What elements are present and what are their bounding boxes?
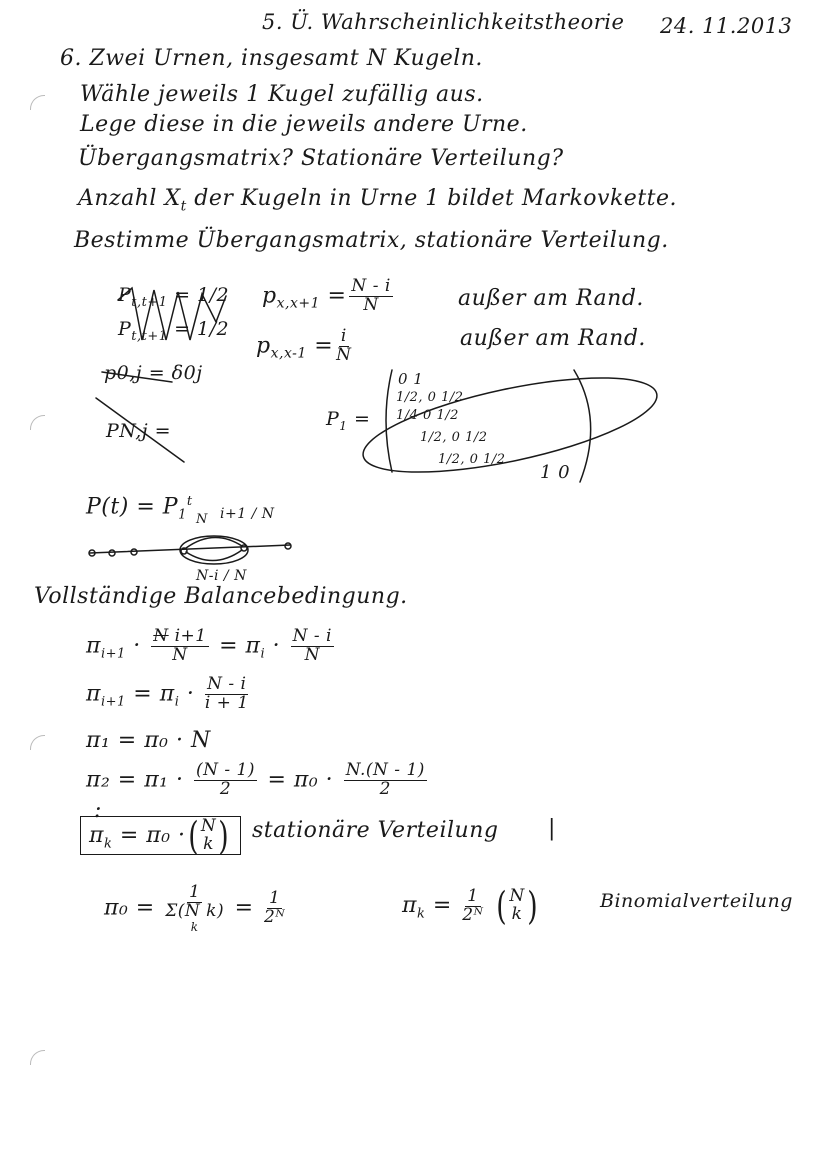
matrix-row-3: 1/4 0 1/2 (396, 408, 459, 423)
matrix-row-4: 1/2, 0 1/2 (420, 430, 488, 445)
problem-line-3: Lege diese in die jeweils andere Urne. (80, 112, 528, 137)
matrix-row-5: 1/2, 0 1/2 (438, 452, 506, 467)
pi0-formula: π₀ = 1 Σ(N k) k = $\frac{1}{\text{2ᴺ}}$ (104, 882, 286, 934)
stray-mark: | (548, 816, 556, 841)
chain-top-label: i+1 / N (220, 506, 275, 522)
binomial-label: Binomialverteilung (600, 890, 793, 912)
crossed-boundary-0: p0,j = δ0j (104, 362, 203, 384)
crossed-transition-1: $P_{t,t+1} = 1/2$ (118, 284, 230, 310)
balance-eq-1: $\pi_{i+1}$ · $\frac{\text{N i+1}}{N}$ = $\pi_i$ · $\frac{N - i}{N}$ (86, 626, 332, 665)
problem-line-2: Wähle jeweils 1 Kugel zufällig aus. (80, 82, 484, 107)
pik-formula: $\pi_k$ = $\frac{1}{\text{2ᴺ}}$ ( N k ) (402, 884, 538, 928)
p-down-formula: $p_{x,x-1}$ = $\frac{i}{N}$ (256, 326, 352, 365)
matrix-label: $P_1$ = (326, 408, 371, 433)
crossed-transition-2: $P_{t,t+1} = 1/2$ (118, 318, 230, 344)
p-up-note: außer am Rand. (458, 286, 644, 311)
chain-node (285, 543, 291, 549)
matrix-right-bracket (574, 370, 591, 482)
matrix-row-1: 0 1 (398, 370, 424, 388)
scribble-strike (118, 288, 226, 340)
matrix-row-6: 1 0 (540, 462, 571, 483)
balance-eq-2: $\pi_{i+1} = \pi_i$ · $\frac{N - i}{i + 1}$ (86, 674, 249, 713)
crossed-boundary-N: PN,j = (106, 420, 172, 442)
balance-eq-4: π₂ = π₁ · $\frac{(N - 1)}{2}$ = π₀ · $\frac{N.(N - 1)}{2}$ (86, 760, 425, 799)
chain-bottom-label: N-i / N (196, 568, 247, 584)
problem-line-1: 6. Zwei Urnen, insgesamt N Kugeln. (60, 46, 483, 71)
matrix-strike-ellipse (356, 359, 664, 492)
chain-top-crossed: N (196, 512, 208, 527)
balance-eq-3: π₁ = π₀ · N (86, 728, 211, 753)
p-down-note: außer am Rand. (460, 326, 646, 351)
chain-arc-bottom (186, 550, 242, 561)
strike-line (102, 372, 172, 382)
problem-line-6: Bestimme Übergangsmatrix, stationäre Verteilung. (74, 228, 669, 253)
boxed-result: $\pi_k = \pi_0$ · ( N k ) (80, 814, 241, 858)
problem-line-4: Übergangsmatrix? Stationäre Verteilung? (78, 146, 564, 171)
balance-heading: Vollständige Balancebedingung. (34, 584, 408, 609)
matrix-row-2: 1/2, 0 1/2 (396, 390, 464, 405)
problem-line-5: Anzahl $X_t$ der Kugeln in Urne 1 bildet Markovkette. (78, 186, 678, 215)
matrix-left-bracket (386, 370, 392, 472)
stationary-label: stationäre Verteilung (252, 818, 499, 843)
strike-line (96, 398, 184, 462)
chain-node (109, 550, 115, 556)
power-formula: $P(t) = P_1^t$ (86, 494, 193, 523)
continuation-dots: : (94, 798, 102, 823)
page-title: 5. Ü. Wahrscheinlichkeitstheorie (262, 10, 625, 34)
p-up-formula: $p_{x,x+1}$ = $\frac{N - i}{N}$ (262, 276, 391, 315)
date: 24. 11.2013 (660, 14, 793, 38)
